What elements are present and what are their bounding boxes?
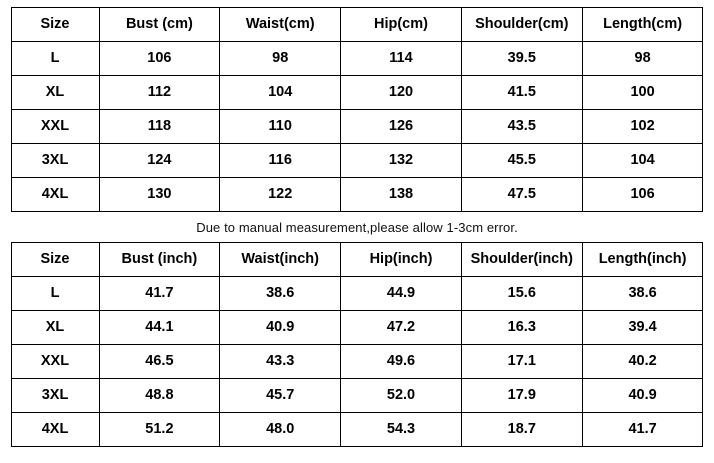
- cell-shoulder: 39.5: [461, 42, 582, 76]
- cell-length: 40.9: [582, 379, 703, 413]
- cell-bust: 51.2: [99, 413, 220, 447]
- column-header-waist: Waist(inch): [220, 243, 341, 277]
- cell-waist: 40.9: [220, 311, 341, 345]
- column-header-waist: Waist(cm): [220, 8, 341, 42]
- cell-bust: 112: [99, 76, 220, 110]
- size-chart-table-inch: [11, 242, 704, 447]
- cell-length: 104: [582, 144, 703, 178]
- cell-hip: 114: [341, 42, 462, 76]
- table-row: [11, 277, 703, 311]
- cell-size: 4XL: [11, 178, 99, 212]
- column-header-size: Size: [11, 8, 99, 42]
- cell-hip: 132: [341, 144, 462, 178]
- cell-size: 3XL: [11, 379, 99, 413]
- cell-length: 38.6: [582, 277, 703, 311]
- cell-size: XL: [11, 76, 99, 110]
- column-header-hip: Hip(inch): [341, 243, 462, 277]
- cell-hip: 44.9: [341, 277, 462, 311]
- cell-waist: 48.0: [220, 413, 341, 447]
- cell-size: 3XL: [11, 144, 99, 178]
- table-row: [11, 379, 703, 413]
- cell-shoulder: 17.9: [461, 379, 582, 413]
- cell-shoulder: 45.5: [461, 144, 582, 178]
- cell-waist: 43.3: [220, 345, 341, 379]
- cell-shoulder: 18.7: [461, 413, 582, 447]
- cell-size: L: [11, 277, 99, 311]
- measurement-note: Due to manual measurement,please allow 1-3cm error.: [196, 220, 518, 235]
- table-row: [11, 413, 703, 447]
- cell-length: 100: [582, 76, 703, 110]
- cell-length: 102: [582, 110, 703, 144]
- table-row: [11, 178, 703, 212]
- column-header-bust: Bust (cm): [99, 8, 220, 42]
- cell-length: 41.7: [582, 413, 703, 447]
- cell-size: XXL: [11, 345, 99, 379]
- cell-bust: 124: [99, 144, 220, 178]
- inch-table-wrapper: [0, 242, 714, 447]
- cell-length: 98: [582, 42, 703, 76]
- table-row: [11, 311, 703, 345]
- cell-bust: 41.7: [99, 277, 220, 311]
- cell-waist: 98: [220, 42, 341, 76]
- cell-bust: 130: [99, 178, 220, 212]
- cell-size: XXL: [11, 110, 99, 144]
- column-header-hip: Hip(cm): [341, 8, 462, 42]
- cell-hip: 126: [341, 110, 462, 144]
- column-header-shoulder: Shoulder(inch): [461, 243, 582, 277]
- cell-waist: 38.6: [220, 277, 341, 311]
- cell-waist: 104: [220, 76, 341, 110]
- table-row: [11, 42, 703, 76]
- cell-bust: 44.1: [99, 311, 220, 345]
- table-row: [11, 76, 703, 110]
- cell-shoulder: 15.6: [461, 277, 582, 311]
- column-header-bust: Bust (inch): [99, 243, 220, 277]
- cell-shoulder: 16.3: [461, 311, 582, 345]
- column-header-length: Length(cm): [582, 8, 703, 42]
- cell-hip: 54.3: [341, 413, 462, 447]
- cell-waist: 122: [220, 178, 341, 212]
- cell-size: 4XL: [11, 413, 99, 447]
- size-chart-table-cm: [11, 7, 704, 212]
- cell-hip: 49.6: [341, 345, 462, 379]
- cell-shoulder: 47.5: [461, 178, 582, 212]
- cell-hip: 138: [341, 178, 462, 212]
- cell-bust: 46.5: [99, 345, 220, 379]
- cell-bust: 118: [99, 110, 220, 144]
- cell-hip: 52.0: [341, 379, 462, 413]
- cell-waist: 116: [220, 144, 341, 178]
- cell-waist: 45.7: [220, 379, 341, 413]
- cell-length: 39.4: [582, 311, 703, 345]
- column-header-size: Size: [11, 243, 99, 277]
- cell-shoulder: 43.5: [461, 110, 582, 144]
- cell-length: 40.2: [582, 345, 703, 379]
- cell-bust: 106: [99, 42, 220, 76]
- table-row: [11, 345, 703, 379]
- cell-hip: 120: [341, 76, 462, 110]
- column-header-shoulder: Shoulder(cm): [461, 8, 582, 42]
- table-row: [11, 144, 703, 178]
- cell-length: 106: [582, 178, 703, 212]
- table-row: [11, 110, 703, 144]
- cell-waist: 110: [220, 110, 341, 144]
- cell-size: L: [11, 42, 99, 76]
- cell-shoulder: 17.1: [461, 345, 582, 379]
- cell-shoulder: 41.5: [461, 76, 582, 110]
- table-header-row: [11, 243, 703, 277]
- cell-size: XL: [11, 311, 99, 345]
- cell-bust: 48.8: [99, 379, 220, 413]
- cell-hip: 47.2: [341, 311, 462, 345]
- column-header-length: Length(inch): [582, 243, 703, 277]
- cm-table-wrapper: [0, 0, 714, 212]
- table-header-row: [11, 8, 703, 42]
